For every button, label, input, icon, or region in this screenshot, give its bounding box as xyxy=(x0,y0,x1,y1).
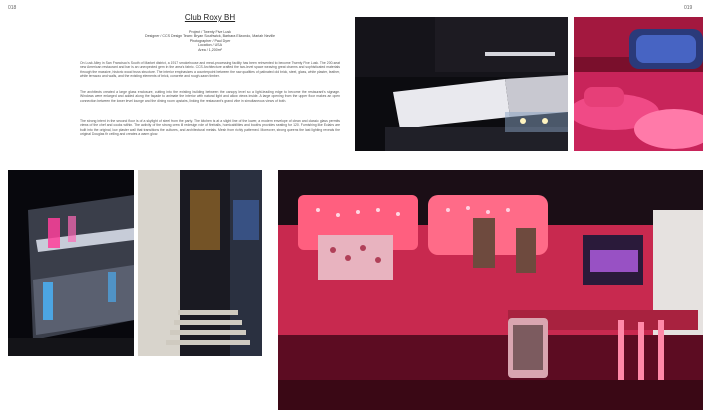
credit-line: Photographer / Paul Dyer xyxy=(189,38,231,43)
credit-line: Area / 1,200m² xyxy=(198,47,222,52)
photo-red-lounge xyxy=(574,17,703,151)
left-page-number: 018 xyxy=(8,5,17,11)
right-page-number: 019 xyxy=(684,5,693,11)
photo-exterior-canopy xyxy=(355,17,568,151)
body-paragraph: The architects created a large glass enclosure, cutting into the existing building between the canopy level so a light-leading edge to become the restaurant's signage. Windows were enlarged and added along the façade to animate the interior with natural light and allow views inside. A large opening from the upper floor makes an open connection between the lower level lounge and the dining room upstairs, linking the restaurant's grand vibe in simultaneous views of both. xyxy=(80,90,340,103)
article-title: Club Roxy BH xyxy=(184,13,236,22)
body-paragraph: The strong intent in the second floor is of a skylight of steel from the party. The kitchen is at a slight line of the lower, a modern envelope of clean and classic glass permits views of the chef and cooks within. The activity of the strong crew ill redesign role of fireballs, homicabilities and booths provides seating for 120. Furnishing like Eclairs are built into the original, low plaster wall that transitions the cultures, and architectural metals. Mesh from richly patterned. Moreover, strong queens the last lighting reveals the original Douglas fir ceiling and creates a warm glow. xyxy=(80,119,340,136)
photo-facade-night xyxy=(8,170,134,356)
photo-entrance-stairs xyxy=(138,170,262,356)
body-paragraph: On Lusk Alley in San Francisco's South of Market district, a 1917 smokehouse and meat-processing facility has been reinvented to become Twenty Five Lusk. The 200-seat new American restaurant and bar is an unexpected gem in the area's fabric. CCS Architecture crafted the two-level space weaving great charms and sophisticated materials through the massive, historic wood truss structure. The interior emphasizes a counterpoint between the raw qualities of patinated old brick, steel, glass, white plaster, leather, white terrazzo and walls, and the existing elements of brick, concrete and rough-sawn timber. xyxy=(80,61,340,78)
credit-line: Designer / CCS Design Team: Bryan Southwick, Barbara Elizondo, Mariah Neville xyxy=(145,34,275,39)
photo-main-interior xyxy=(278,170,703,410)
credit-line: Location / USA xyxy=(198,43,222,48)
article-credits xyxy=(80,30,340,52)
credit-line: Project / Twenty Five Lusk xyxy=(189,30,231,34)
